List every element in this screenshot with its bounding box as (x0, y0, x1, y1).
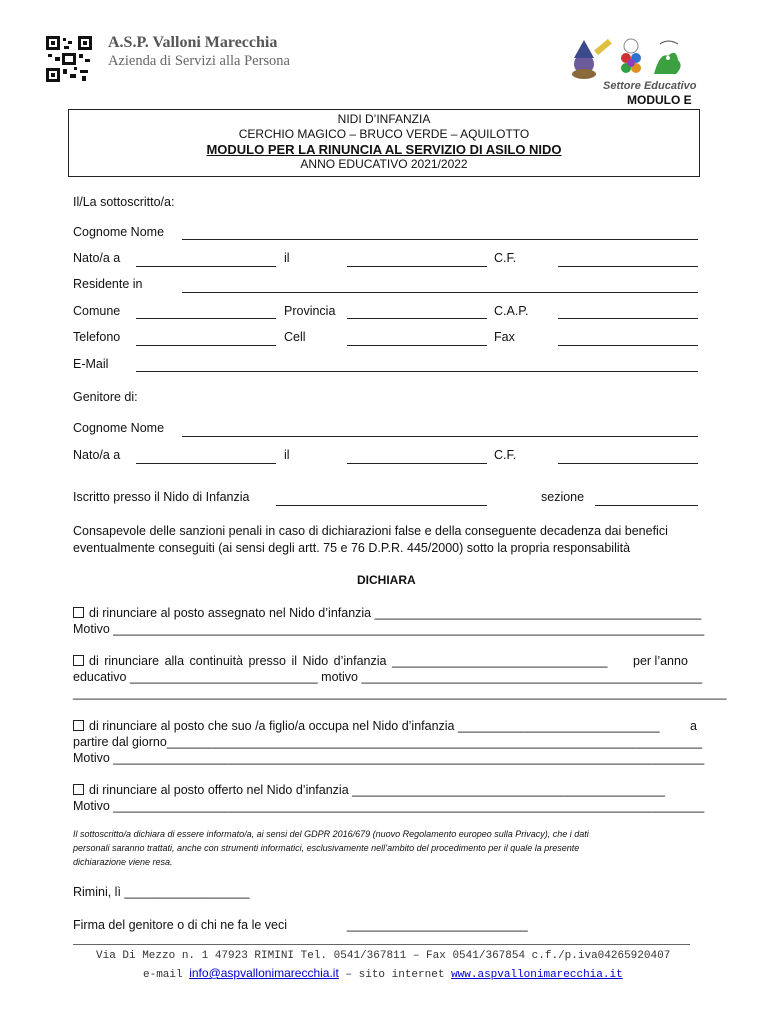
title-line-nidi: NIDI D’INFANZIA (337, 112, 431, 126)
privacy-line-1: Il sottoscritto/a dichiara di essere informato/a, ai sensi del GDPR 2016/679 (nuovo Regolamento europeo sulla Privacy), che i dati (73, 829, 589, 839)
cognome-nome-label: Cognome Nome (73, 225, 165, 239)
child-nato-a-field[interactable] (136, 463, 276, 464)
footer-email-link[interactable]: info@aspvallonimarecchia.it (189, 966, 339, 980)
title-line-main: MODULO PER LA RINUNCIA AL SERVIZIO DI ASILO NIDO (206, 142, 562, 157)
settore-educativo-logo (568, 34, 692, 86)
option-2-anno: per l’anno (633, 654, 688, 668)
cap-label: C.A.P. (494, 304, 529, 318)
genitore-di-label: Genitore di: (73, 390, 138, 404)
cf-label: C.F. (494, 251, 517, 265)
title-line-anno: ANNO EDUCATIVO 2021/2022 (300, 157, 468, 171)
footer-email-prefix: e-mail (143, 969, 183, 981)
firma-field[interactable]: __________________________ (347, 918, 528, 932)
child-cf-label: C.F. (494, 448, 517, 462)
sezione-field[interactable] (595, 505, 698, 506)
option-4-text: di rinunciare al posto offerto nel Nido d’infanzia _____________________________________________ (89, 783, 665, 797)
child-cognome-nome-field[interactable] (182, 436, 698, 437)
option-3-text: di rinunciare al posto che suo /a figlio/a occupa nel Nido d’infanzia _____________________________ (89, 719, 660, 733)
option-2-checkbox[interactable] (73, 655, 84, 666)
firma-label: Firma del genitore o di chi ne fa le veci (73, 918, 287, 932)
qr-code (46, 36, 92, 82)
footer-site-link[interactable]: www.aspvallonimarecchia.it (451, 969, 623, 981)
provincia-label: Provincia (284, 304, 336, 318)
option-3-checkbox[interactable] (73, 720, 84, 731)
child-il-field[interactable] (347, 463, 487, 464)
consapevole-line-2: eventualmente conseguiti (ai sensi degli artt. 75 e 76 D.P.R. 445/2000) sotto la propria responsabilità (73, 541, 631, 555)
child-cf-field[interactable] (558, 463, 698, 464)
comune-field[interactable] (136, 318, 276, 319)
option-2-extra-line[interactable]: ______________________________________________________________________________________________ (73, 686, 727, 700)
option-1-motivo[interactable]: Motivo _____________________________________________________________________________________ (73, 622, 705, 636)
option-3-partire[interactable]: partire dal giorno_____________________________________________________________________________ (73, 735, 703, 749)
option-4-motivo[interactable]: Motivo _____________________________________________________________________________________ (73, 799, 705, 813)
option-3-a: a (690, 719, 697, 733)
consapevole-line-1: Consapevole delle sanzioni penali in caso di dichiarazioni false e della conseguente decadenza dai benefici (73, 524, 668, 538)
sezione-label: sezione (541, 490, 585, 504)
option-1-checkbox[interactable] (73, 607, 84, 618)
option-4-checkbox[interactable] (73, 784, 84, 795)
cap-field[interactable] (558, 318, 698, 319)
option-4 (73, 783, 663, 797)
option-3-motivo[interactable]: Motivo _____________________________________________________________________________________ (73, 751, 705, 765)
option-2 (73, 654, 628, 668)
option-1-text: di rinunciare al posto assegnato nel Nido d’infanzia _______________________________________________ (89, 606, 702, 620)
child-nato-a-label: Nato/a a (73, 448, 121, 462)
privacy-line-3: dichiarazione viene resa. (73, 857, 173, 867)
residente-label: Residente in (73, 277, 143, 291)
title-line-nidi-names: CERCHIO MAGICO – BRUCO VERDE – AQUILOTTO (238, 127, 530, 141)
residente-field[interactable] (182, 292, 698, 293)
child-il-label: il (284, 448, 290, 462)
org-name: A.S.P. Valloni Marecchia (108, 34, 278, 51)
telefono-label: Telefono (73, 330, 121, 344)
child-cognome-nome-label: Cognome Nome (73, 421, 165, 435)
cell-label: Cell (284, 330, 306, 344)
telefono-field[interactable] (136, 345, 276, 346)
cf-field[interactable] (558, 266, 698, 267)
option-1 (73, 606, 702, 620)
iscritto-label: Iscritto presso il Nido di Infanzia (73, 490, 250, 504)
nato-a-field[interactable] (136, 266, 276, 267)
iscritto-field[interactable] (276, 505, 487, 506)
title-box (68, 109, 700, 177)
il-field[interactable] (347, 266, 487, 267)
email-label: E-Mail (73, 357, 109, 371)
cognome-nome-field[interactable] (182, 239, 698, 240)
footer-site-prefix: – sito internet (345, 969, 445, 981)
fax-label: Fax (494, 330, 515, 344)
nato-a-label: Nato/a a (73, 251, 121, 265)
dichiara-heading: DICHIARA (357, 573, 416, 587)
footer-address: Via Di Mezzo n. 1 47923 RIMINI Tel. 0541/367811 – Fax 0541/367854 c.f./p.iva04265920407 (96, 950, 671, 962)
footer-divider (73, 944, 690, 945)
option-2-text: di rinunciare alla continuità presso il Nido d’infanzia _______________________________ (89, 654, 608, 668)
logo-caption: Settore Educativo (603, 80, 697, 92)
il-label: il (284, 251, 290, 265)
fax-field[interactable] (558, 345, 698, 346)
module-label: MODULO E (627, 93, 692, 107)
privacy-line-2: personali saranno trattati, anche con strumenti informatici, esclusivamente nell’ambito del procedimento per il quale la presente (73, 843, 580, 853)
footer-contacts (143, 966, 623, 981)
place-date[interactable]: Rimini, lì __________________ (73, 885, 250, 899)
provincia-field[interactable] (347, 318, 487, 319)
comune-label: Comune (73, 304, 121, 318)
intro-text: Il/La sottoscritto/a: (73, 195, 175, 209)
org-subtitle: Azienda di Servizi alla Persona (108, 53, 290, 69)
email-field[interactable] (136, 371, 698, 372)
option-3 (73, 719, 688, 733)
option-2-educativo[interactable]: educativo ___________________________ motivo _________________________________________________ (73, 670, 703, 684)
cell-field[interactable] (347, 345, 487, 346)
